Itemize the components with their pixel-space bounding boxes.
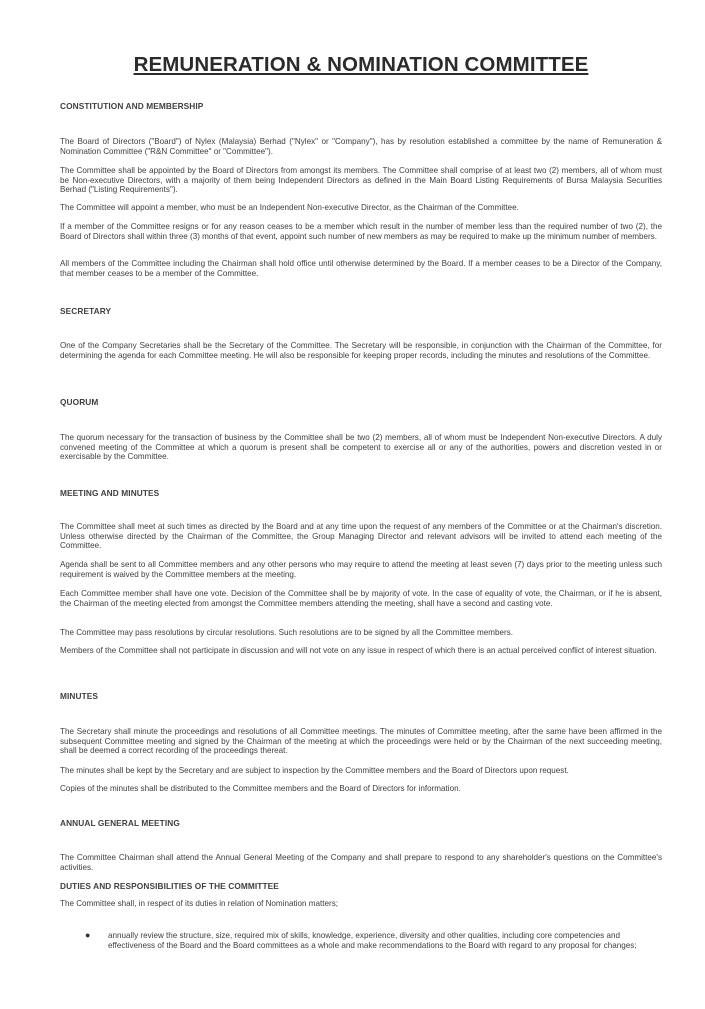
paragraph: The Committee shall meet at such times as directed by the Board and at any time upon the request of any members of the Committee or at the Chairman's discretion. Unless otherwise directed by the Chairman of the Committee, the Group Managing Director and relevant advisors will be invited to attend each meeting of the Committee. [60,522,662,551]
paragraph: Agenda shall be sent to all Committee members and any other persons who may require to attend the meeting at least seven (7) days prior to the meeting unless such requirement is waived by the Committee members at the meeting. [60,560,662,579]
paragraph: Copies of the minutes shall be distributed to the Committee members and the Board of Directors for information. [60,784,461,793]
paragraph: The Board of Directors ("Board") of Nylex (Malaysia) Berhad ("Nylex" or "Company"), has by resolution established a committee by the name of Remuneration & Nomination Committee ("R&N Committee" or "Committee"). [60,137,662,156]
paragraph: The Committee may pass resolutions by circular resolutions. Such resolutions are to be signed by all the Committee members. [60,628,513,637]
paragraph: Each Committee member shall have one vote. Decision of the Committee shall be by majority of vote. In the case of equality of vote, the Chairman, or if he is absent, the Chairman of the meeting elected from amongst the Committee members attending the meeting, shall have a second and casting vote. [60,589,662,608]
heading-secretary: SECRETARY [60,306,112,316]
heading-quorum: QUORUM [60,397,99,407]
heading-duties: DUTIES AND RESPONSIBILITIES OF THE COMMITTEE [60,881,279,891]
page-title: REMUNERATION & NOMINATION COMMITTEE [133,53,589,76]
heading-meeting-and-minutes: MEETING AND MINUTES [60,488,160,498]
paragraph: The Committee shall, in respect of its duties in relation of Nomination matters; [60,899,339,908]
paragraph: The minutes shall be kept by the Secretary and are subject to inspection by the Committee members and the Board of Directors upon request. [60,766,569,775]
paragraph: The quorum necessary for the transaction of business by the Committee shall be two (2) members, all of whom must be Independent Non-executive Directors. A duly convened meeting of the Committee at which a quorum is present shall be competent to exercise all or any of the authorities, powers and discretion vested in or exercisable by the Committee. [60,433,662,462]
heading-minutes: MINUTES [60,691,99,701]
paragraph: The Committee will appoint a member, who must be an Independent Non-executive Director, as the Chairman of the Committee. [60,203,519,212]
heading-annual-general-meeting: ANNUAL GENERAL MEETING [60,818,180,828]
heading-constitution: CONSTITUTION AND MEMBERSHIP [60,101,204,111]
paragraph: The Committee Chairman shall attend the Annual General Meeting of the Company and shall prepare to respond to any shareholder's questions on the Committee's activities. [60,853,662,872]
bullet-icon: ● [85,930,91,940]
paragraph: All members of the Committee including the Chairman shall hold office until otherwise determined by the Board. If a member ceases to be a Director of the Company, that member ceases to be a member of the Committee. [60,259,662,278]
paragraph: Members of the Committee shall not participate in discussion and will not vote on any issue in respect of which there is an actual perceived conflict of interest situation. [60,646,657,655]
paragraph: The Secretary shall minute the proceedings and resolutions of all Committee meetings. The minutes of Committee meeting, after the same have been affirmed in the subsequent Committee meeting and signed by the Chairman of the meeting at which the proceedings were held or by the Chairman of the next succeeding meeting, shall be deemed a correct recording of the proceedings thereat. [60,727,662,756]
paragraph: If a member of the Committee resigns or for any reason ceases to be a member which result in the number of member less than the required number of two (2), the Board of Directors shall within three (3) months of that event, appoint such number of new members as may be required to make up the minimum number of members. [60,222,662,241]
paragraph: The Committee shall be appointed by the Board of Directors from amongst its members. The Committee shall comprise of at least two (2) members, all of whom must be Non-executive Directors, with a majority of them being Independent Directors as defined in the Main Board Listing Requirements of Bursa Malaysia Securities Berhad ("Listing Requirements"). [60,166,662,195]
list-item-text: annually review the structure, size, required mix of skills, knowledge, experience, diversity and other qualities, including core competencies and effectiveness of the Board and the Board committees as a whole and make recommendations to the Board with regard to any proposal for changes; [108,931,637,950]
paragraph: One of the Company Secretaries shall be the Secretary of the Committee. The Secretary will be responsible, in conjunction with the Chairman of the Committee, for determining the agenda for each Committee meeting. He will also be responsible for keeping proper records, including the minutes and resolutions of the Committee. [60,341,662,360]
